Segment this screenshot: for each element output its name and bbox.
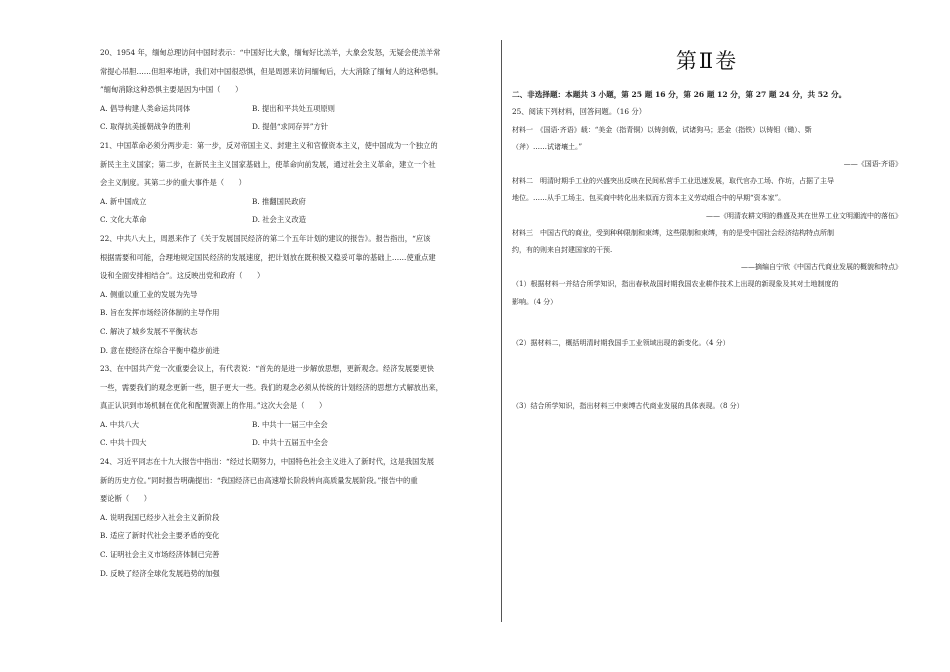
stem-line: 一些，需要我们的观念更新一些，胆子更大一些。我们的观念必须从传统的计划经济的思想方式解放出来， xyxy=(100,382,443,392)
question-22-stem xyxy=(100,230,488,286)
question-24-stem xyxy=(100,453,488,509)
option-b[interactable]: B. 适应了新时代社会主要矛盾的变化 xyxy=(100,531,220,541)
option-a[interactable]: A. 中共八大 xyxy=(100,419,140,429)
question-21-stem xyxy=(100,137,488,193)
option-a[interactable]: A. 新中国成立 xyxy=(100,196,147,206)
question-23-stem xyxy=(100,360,488,416)
option-a[interactable]: A. 倡导构建人类命运共同体 xyxy=(100,103,191,113)
option-c[interactable]: C. 证明社会主义市场经济体制已完善 xyxy=(100,550,220,560)
stem-line: 21、中国革命必须分两步走：第一步，反对帝国主义、封建主义和官僚资本主义，使中国成为一个独立的 xyxy=(100,140,438,150)
question-23-options xyxy=(100,416,488,453)
material-line: 材料二 明清时期手工业的兴盛突出反映在民间私营手工业迅速发展，取代官办工场、作坊，占据了主导 xyxy=(512,177,834,186)
answer-space[interactable] xyxy=(512,352,902,398)
option-b[interactable]: B. 提出和平共处五项原则 xyxy=(252,103,335,113)
material-line: 约，有的则来自封建国家的干预. xyxy=(512,246,613,255)
stem-line: 设和全面安排相结合”。这反映出党和政府（ ） xyxy=(100,271,265,281)
option-d[interactable]: D. 社会主义改造 xyxy=(252,215,307,225)
stem-line: 会主义制度。其第二步的重大事件是（ ） xyxy=(100,178,246,188)
sub-question-1 xyxy=(512,276,902,310)
sub-question-2 xyxy=(512,335,902,352)
column-divider xyxy=(501,40,502,622)
material-1 xyxy=(512,122,902,156)
option-a[interactable]: A. 侧重以重工业的发展为先导 xyxy=(100,289,198,299)
sub-question-line: （3）结合所学知识，指出材料三中束缚古代商业发展的具体表现。（8 分） xyxy=(512,402,744,411)
material-3-source: ——摘编自宁欣《中国古代商业发展的概貌和特点》 xyxy=(741,263,902,272)
option-c[interactable]: C. 取得抗美援朝战争的胜利 xyxy=(100,122,191,132)
question-20-options xyxy=(100,100,488,137)
sub-question-line: （1）根据材料一并结合所学知识，指出春秋战国时期我国农业耕作技术上出现的新现象及其对土地制度的 xyxy=(512,280,839,289)
material-1-source: ——《国语·齐语》 xyxy=(843,160,902,168)
stem-line: ”缅甸消除这种恐惧主要是因为中国（ ） xyxy=(100,85,243,95)
question-21-options xyxy=(100,193,488,230)
stem-line: 真正认识到市场机制在优化和配置资源上的作用。”这次大会是（ ） xyxy=(100,401,327,411)
option-b[interactable]: B. 旨在发挥市场经济体制的主导作用 xyxy=(100,308,220,318)
material-line: 材料三 中国古代的商业，受到种种限制和束缚，这些限制和束缚，有的是受中国社会经济结构特点所制 xyxy=(512,228,834,237)
stem-line: 新的历史方位。”同时报告明确提出：“我国经济已由高速增长阶段转向高质量发展阶段。”报告中的重 xyxy=(100,475,418,485)
section-header: 二、非选择题：本题共 3 小题，第 25 题 16 分，第 26 题 12 分，第 27 题 24 分，共 52 分。 xyxy=(512,90,847,99)
material-line: 材料一 《国语·齐语》载：“美金（指青铜）以铸剑戟，试诸狗马；恶金（指铁）以铸钼（锄）、斲 xyxy=(512,125,812,134)
stem-line: 常提心吊胆……但坦率地讲，我们对中国很恐惧，但是周恩来访问缅甸后，大大消除了缅甸人的这种恐惧。 xyxy=(100,66,443,76)
question-22-options xyxy=(100,286,488,360)
question-20-stem xyxy=(100,44,488,100)
stem-line: 要论断（ ） xyxy=(100,494,152,504)
option-c[interactable]: C. 中共十四大 xyxy=(100,438,147,448)
stem-line: 根据需要和可能，合理地规定国民经济的发展速度，把计划放在既积极又稳妥可靠的基础上……使重点建 xyxy=(100,252,436,262)
left-column xyxy=(100,44,488,583)
option-c[interactable]: C. 文化大革命 xyxy=(100,215,147,225)
material-2 xyxy=(512,173,902,207)
material-line: （斧）……试诸壤土。” xyxy=(512,142,583,151)
right-column xyxy=(512,44,902,415)
option-d[interactable]: D. 意在使经济在综合平衡中稳步前进 xyxy=(100,345,220,355)
option-c[interactable]: C. 解决了城乡发展不平衡状态 xyxy=(100,326,198,336)
stem-line: 22、中共八大上，周恩来作了《关于发展国民经济的第二个五年计划的建议的报告》。报告指出，“应该 xyxy=(100,233,431,243)
stem-line: 23、在中国共产党一次重要会议上，有代表说：“首先的是进一步解放思想，更新观念。经济发展要更快 xyxy=(100,364,435,374)
option-d[interactable]: D. 提倡“求同存异”方针 xyxy=(252,122,329,132)
stem-line: 20、1954 年，缅甸总理访问中国时表示：“中国好比大象，缅甸好比羔羊，大象会发怒，无疑会使羔羊常 xyxy=(100,48,441,57)
option-b[interactable]: B. 推翻国民政府 xyxy=(252,196,306,206)
stem-line: 新民主主义国家；第二步，在新民主主义国家基础上，使革命向前发展，通过社会主义革命，建立一个社 xyxy=(100,159,436,169)
material-2-source: ——《明清农耕文明的鼎盛及其在世界工业文明潮流中的落伍》 xyxy=(706,211,902,220)
sub-question-3 xyxy=(512,398,902,415)
material-3 xyxy=(512,225,902,259)
sub-question-line: 影响。（4 分） xyxy=(512,297,558,306)
volume-title: 第Ⅱ卷 xyxy=(675,49,739,73)
question-24-options xyxy=(100,509,488,583)
answer-space[interactable] xyxy=(512,311,902,335)
option-a[interactable]: A. 说明我国已经步入社会主义新阶段 xyxy=(100,512,220,522)
sub-question-line: （2）据材料二，概括明清时期我国手工业领域出现的新变化。（4 分） xyxy=(512,338,730,347)
stem-line: 24、习近平同志在十九大报告中指出：“经过长期努力，中国特色社会主义进入了新时代，这是我国发展 xyxy=(100,457,435,467)
question-25-intro: 25、阅读下列材料，回答问题。（16 分） xyxy=(512,107,646,116)
option-d[interactable]: D. 中共十五届五中全会 xyxy=(252,438,328,448)
option-d[interactable]: D. 反映了经济全球化发展趋势的加强 xyxy=(100,568,220,578)
material-line: 地位。……从手工场主、包买商中转化出来似而方资本主义劳动组合中的早期“资本家”。 xyxy=(512,194,786,203)
option-b[interactable]: B. 中共十一届三中全会 xyxy=(252,419,328,429)
